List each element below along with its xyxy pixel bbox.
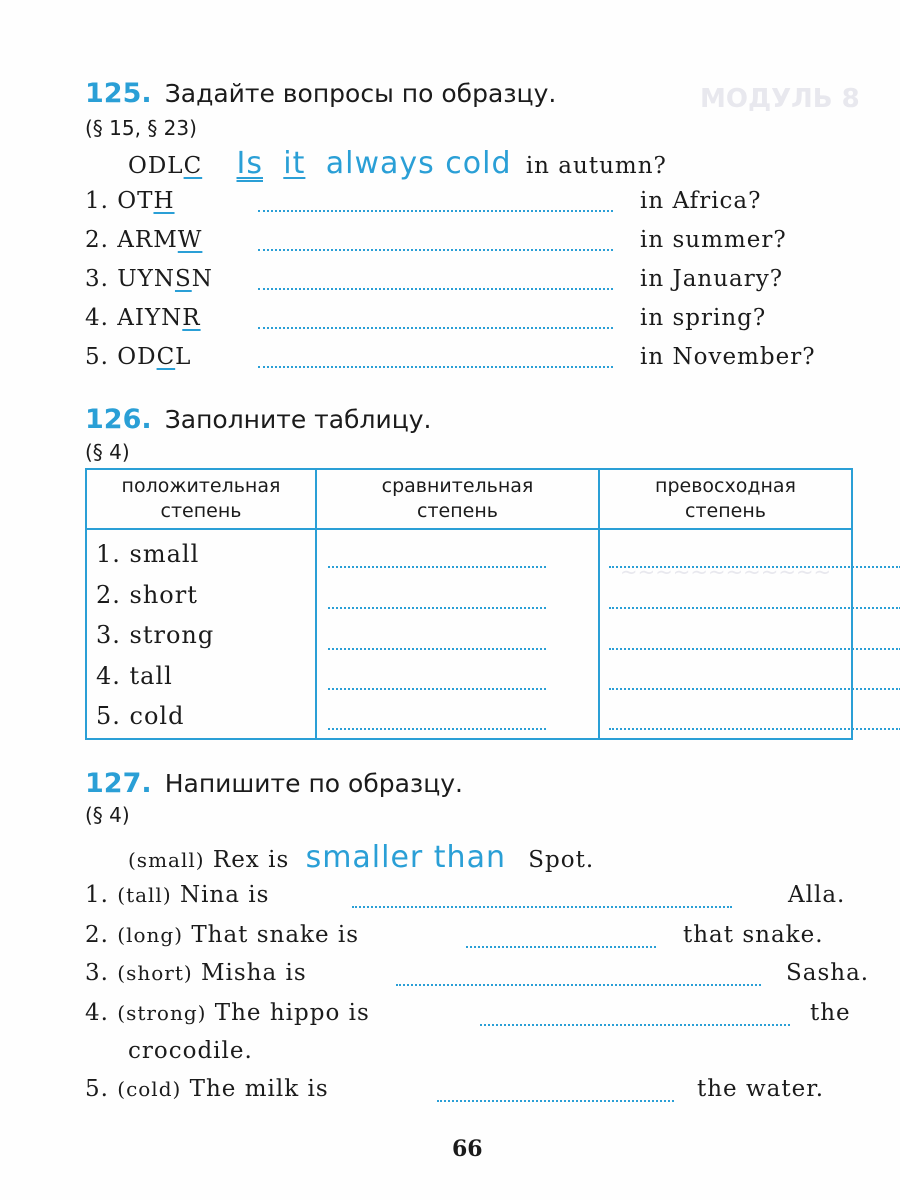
answer-blank[interactable] bbox=[328, 728, 546, 730]
bleed-through-text: МОДУЛЬ 8 bbox=[700, 84, 860, 114]
list-item: 1. OTH bbox=[85, 188, 175, 214]
answer-blank[interactable] bbox=[258, 210, 613, 212]
table-header-comparative: сравнительная степень bbox=[316, 469, 599, 529]
list-item: 2. (long) That snake is bbox=[85, 922, 360, 948]
table-row: 1. small bbox=[96, 540, 200, 568]
answer-blank[interactable] bbox=[466, 946, 656, 948]
question-suffix: in spring? bbox=[640, 305, 767, 331]
list-item: 4. (strong) The hippo is bbox=[85, 1000, 370, 1026]
table-header-superlative: превосходная степень bbox=[599, 469, 852, 529]
positive-column bbox=[86, 529, 316, 739]
grammar-reference: (§ 15, § 23) bbox=[85, 116, 197, 140]
sentence-tail: the bbox=[810, 1000, 851, 1026]
comparative-column bbox=[316, 529, 599, 739]
answer-blank[interactable] bbox=[609, 566, 900, 568]
question-suffix: in Africa? bbox=[640, 188, 762, 214]
table-row: 4. tall bbox=[96, 661, 173, 690]
sentence-tail: Alla. bbox=[788, 882, 846, 908]
list-item: 5. ODCL bbox=[85, 344, 192, 370]
page-number: 66 bbox=[452, 1136, 483, 1162]
question-suffix: in summer? bbox=[640, 227, 787, 253]
answer-blank[interactable] bbox=[328, 607, 546, 609]
degrees-table bbox=[85, 468, 853, 740]
answer-blank[interactable] bbox=[480, 1024, 790, 1026]
exercise-title: Напишите по образцу. bbox=[164, 769, 463, 798]
question-suffix: in January? bbox=[640, 266, 784, 292]
example-answer-word-3: always cold bbox=[325, 146, 512, 181]
table-row: 3. strong bbox=[96, 621, 215, 649]
exercise-number: 127. bbox=[85, 768, 152, 799]
sentence-tail: Sasha. bbox=[786, 960, 870, 986]
answer-blank[interactable] bbox=[328, 688, 546, 690]
example-row bbox=[128, 146, 667, 181]
answer-blank[interactable] bbox=[328, 648, 546, 650]
answer-blank[interactable] bbox=[258, 288, 613, 290]
answer-blank[interactable] bbox=[258, 366, 613, 368]
exercise-number: 125. bbox=[85, 78, 152, 109]
table-row: 2. short bbox=[96, 580, 198, 609]
answer-blank[interactable] bbox=[328, 566, 546, 568]
list-item: 1. (tall) Nina is bbox=[85, 882, 270, 908]
answer-blank[interactable] bbox=[396, 984, 761, 986]
exercise-title: Заполните таблицу. bbox=[164, 405, 432, 434]
example-answer: smaller than bbox=[305, 840, 506, 875]
bleed-through-text: ~~~~~~~~~~~~ bbox=[620, 560, 832, 584]
answer-blank[interactable] bbox=[609, 728, 900, 730]
list-item: 2. ARMW bbox=[85, 227, 203, 253]
sentence-tail: that snake. bbox=[683, 922, 824, 948]
grammar-reference: (§ 4) bbox=[85, 440, 130, 464]
exercise-title: Задайте вопросы по образцу. bbox=[164, 79, 557, 108]
list-item: 3. (short) Misha is bbox=[85, 960, 307, 986]
exercise-number: 126. bbox=[85, 404, 152, 435]
answer-blank[interactable] bbox=[258, 327, 613, 329]
answer-blank[interactable] bbox=[352, 906, 732, 908]
answer-blank[interactable] bbox=[609, 607, 900, 609]
list-item: 3. UYNSN bbox=[85, 266, 213, 292]
answer-blank[interactable] bbox=[258, 249, 613, 251]
grammar-reference: (§ 4) bbox=[85, 803, 130, 827]
answer-blank[interactable] bbox=[437, 1100, 674, 1102]
example-suffix: in autumn? bbox=[525, 153, 667, 179]
superlative-column bbox=[599, 529, 852, 739]
table-header-positive: положительная степень bbox=[86, 469, 316, 529]
answer-blank[interactable] bbox=[609, 648, 900, 650]
table-row: 5. cold bbox=[96, 702, 185, 730]
list-item: 4. AIYNR bbox=[85, 305, 201, 331]
answer-blank[interactable] bbox=[609, 688, 900, 690]
example-answer-word-1: Is bbox=[236, 146, 263, 181]
scrambled-word: ODLC bbox=[128, 153, 203, 179]
sentence-continuation: crocodile. bbox=[128, 1038, 253, 1064]
example-row: (small) Rex is smaller than Spot. bbox=[128, 840, 595, 875]
list-item: 5. (cold) The milk is bbox=[85, 1076, 329, 1102]
sentence-tail: the water. bbox=[697, 1076, 825, 1102]
example-answer-word-2: it bbox=[283, 146, 306, 181]
question-suffix: in November? bbox=[640, 344, 816, 370]
